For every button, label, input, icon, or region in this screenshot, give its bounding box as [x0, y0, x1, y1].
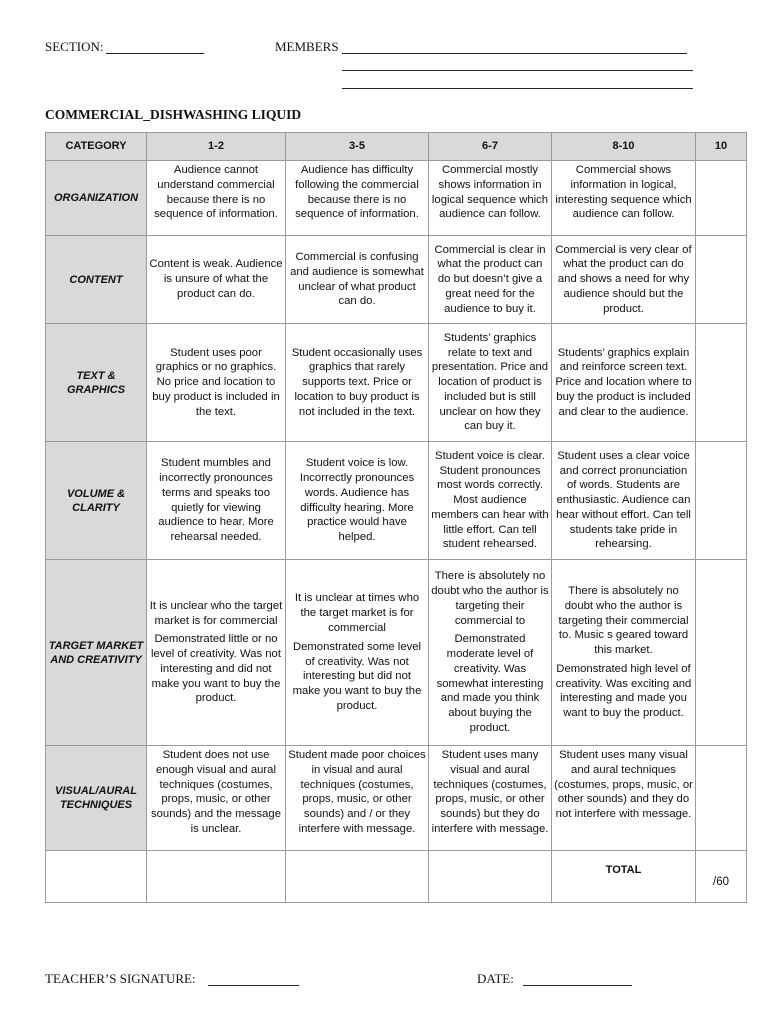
score-cell[interactable]	[696, 324, 747, 442]
criteria-cell: It is unclear at times who the target market is for commercial Demonstrated some level of creativity. Was not interesting but did not make you want to buy the product.	[286, 560, 429, 746]
empty-cell	[286, 851, 429, 903]
total-row	[46, 851, 747, 903]
criteria-cell: Commercial shows information in logical, interesting sequence which audience can follow.	[552, 161, 696, 236]
empty-cell	[429, 851, 552, 903]
criteria-cell: Student mumbles and incorrectly pronounces terms and speaks too quietly for viewing audience to hear. More rehearsal needed.	[147, 442, 286, 560]
header-score-3-5: 3-5	[286, 133, 429, 161]
criteria-cell: Student voice is clear. Student pronounces most words correctly. Most audience members can hear with little effort. Can tell student rehearsed.	[429, 442, 552, 560]
criteria-cell: There is absolutely no doubt who the author is targeting their commercial to Demonstrated moderate level of creativity. Was somewhat interesting and made you think about buying the product.	[429, 560, 552, 746]
date-blank[interactable]	[523, 985, 632, 986]
criteria-cell: There is absolutely no doubt who the author is targeting their commercial to. Music s geared toward this market. Demonstrated high level of creativity. Was exciting and interesting and made you want to buy the product.	[552, 560, 696, 746]
category-content: CONTENT	[46, 236, 147, 324]
total-score[interactable]: /60	[696, 851, 747, 903]
criteria-cell: Commercial is very clear of what the product can do and shows a need for why audience should but the product.	[552, 236, 696, 324]
teacher-signature-blank[interactable]	[208, 985, 299, 986]
teacher-signature-label: TEACHER’S SIGNATURE:	[45, 971, 196, 986]
page-title: COMMERCIAL_DISHWASHING LIQUID	[45, 107, 302, 122]
criteria-cell: Students’ graphics relate to text and presentation. Price and location of product is included but is still unclear on how they can buy it.	[429, 324, 552, 442]
header-row	[46, 133, 747, 161]
criteria-cell: Student occasionally uses graphics that rarely supports text. Price or location to buy product is not included in the text.	[286, 324, 429, 442]
category-target-market-creativity: TARGET MARKET AND CREATIVITY	[46, 560, 147, 746]
criteria-cell: It is unclear who the target market is for commercial Demonstrated little or no level of creativity. Was not interesting and did not make you want to buy the product.	[147, 560, 286, 746]
criteria-cell: Student uses many visual and aural techniques (costumes, props, music, or other sounds) but they do interfere with message.	[429, 746, 552, 851]
criteria-cell: Commercial is confusing and audience is somewhat unclear of what product can do.	[286, 236, 429, 324]
score-cell[interactable]	[696, 442, 747, 560]
table-row	[46, 324, 747, 442]
rubric-table	[45, 132, 747, 903]
category-organization: ORGANIZATION	[46, 161, 147, 236]
score-cell[interactable]	[696, 746, 747, 851]
criteria-cell: Audience has difficulty following the commercial because there is no sequence of information.	[286, 161, 429, 236]
members-blank-3[interactable]	[342, 88, 693, 89]
total-label: TOTAL	[552, 851, 696, 903]
criteria-cell: Students’ graphics explain and reinforce screen text. Price and location where to buy the product is included and clear to the audience.	[552, 324, 696, 442]
header-score-8-10: 8-10	[552, 133, 696, 161]
table-row	[46, 442, 747, 560]
empty-cell	[46, 851, 147, 903]
criteria-cell: Content is weak. Audience is unsure of what the product can do.	[147, 236, 286, 324]
header-score-1-2: 1-2	[147, 133, 286, 161]
members-blank-2[interactable]	[342, 70, 693, 71]
score-cell[interactable]	[696, 161, 747, 236]
members-label: MEMBERS	[275, 39, 339, 54]
section-label: SECTION:	[45, 39, 104, 54]
criteria-cell: Student made poor choices in visual and aural techniques (costumes, props, music, or other sounds) and / or they interfere with message.	[286, 746, 429, 851]
criteria-cell: Student does not use enough visual and aural techniques (costumes, props, music, or other sounds) and the message is unclear.	[147, 746, 286, 851]
criteria-cell: Student uses many visual and aural techniques (costumes, props, music, or other sounds) and they do not interfere with message.	[552, 746, 696, 851]
header-category: CATEGORY	[46, 133, 147, 161]
criteria-cell: Audience cannot understand commercial because there is no sequence of information.	[147, 161, 286, 236]
table-row	[46, 746, 747, 851]
table-row	[46, 161, 747, 236]
section-blank[interactable]	[106, 53, 204, 54]
category-text-graphics: TEXT & GRAPHICS	[46, 324, 147, 442]
members-blank-1[interactable]	[342, 53, 687, 54]
criteria-cell: Student voice is low. Incorrectly pronounces words. Audience has difficulty hearing. More practice would have helped.	[286, 442, 429, 560]
table-row	[46, 560, 747, 746]
header-score-10: 10	[696, 133, 747, 161]
empty-cell	[147, 851, 286, 903]
date-label: DATE:	[477, 971, 514, 986]
category-visual-aural-techniques: VISUAL/AURAL TECHNIQUES	[46, 746, 147, 851]
table-row	[46, 236, 747, 324]
header-score-6-7: 6-7	[429, 133, 552, 161]
score-cell[interactable]	[696, 236, 747, 324]
criteria-cell: Student uses a clear voice and correct pronunciation of words. Students are enthusiastic. Audience can hear without effort. Can tell students take pride in rehearsing.	[552, 442, 696, 560]
criteria-cell: Commercial is clear in what the product can do but doesn’t give a great need for the audience to buy it.	[429, 236, 552, 324]
score-cell[interactable]	[696, 560, 747, 746]
criteria-cell: Student uses poor graphics or no graphics. No price and location to buy product is included in the text.	[147, 324, 286, 442]
category-volume-clarity: VOLUME & CLARITY	[46, 442, 147, 560]
criteria-cell: Commercial mostly shows information in logical sequence which audience can follow.	[429, 161, 552, 236]
